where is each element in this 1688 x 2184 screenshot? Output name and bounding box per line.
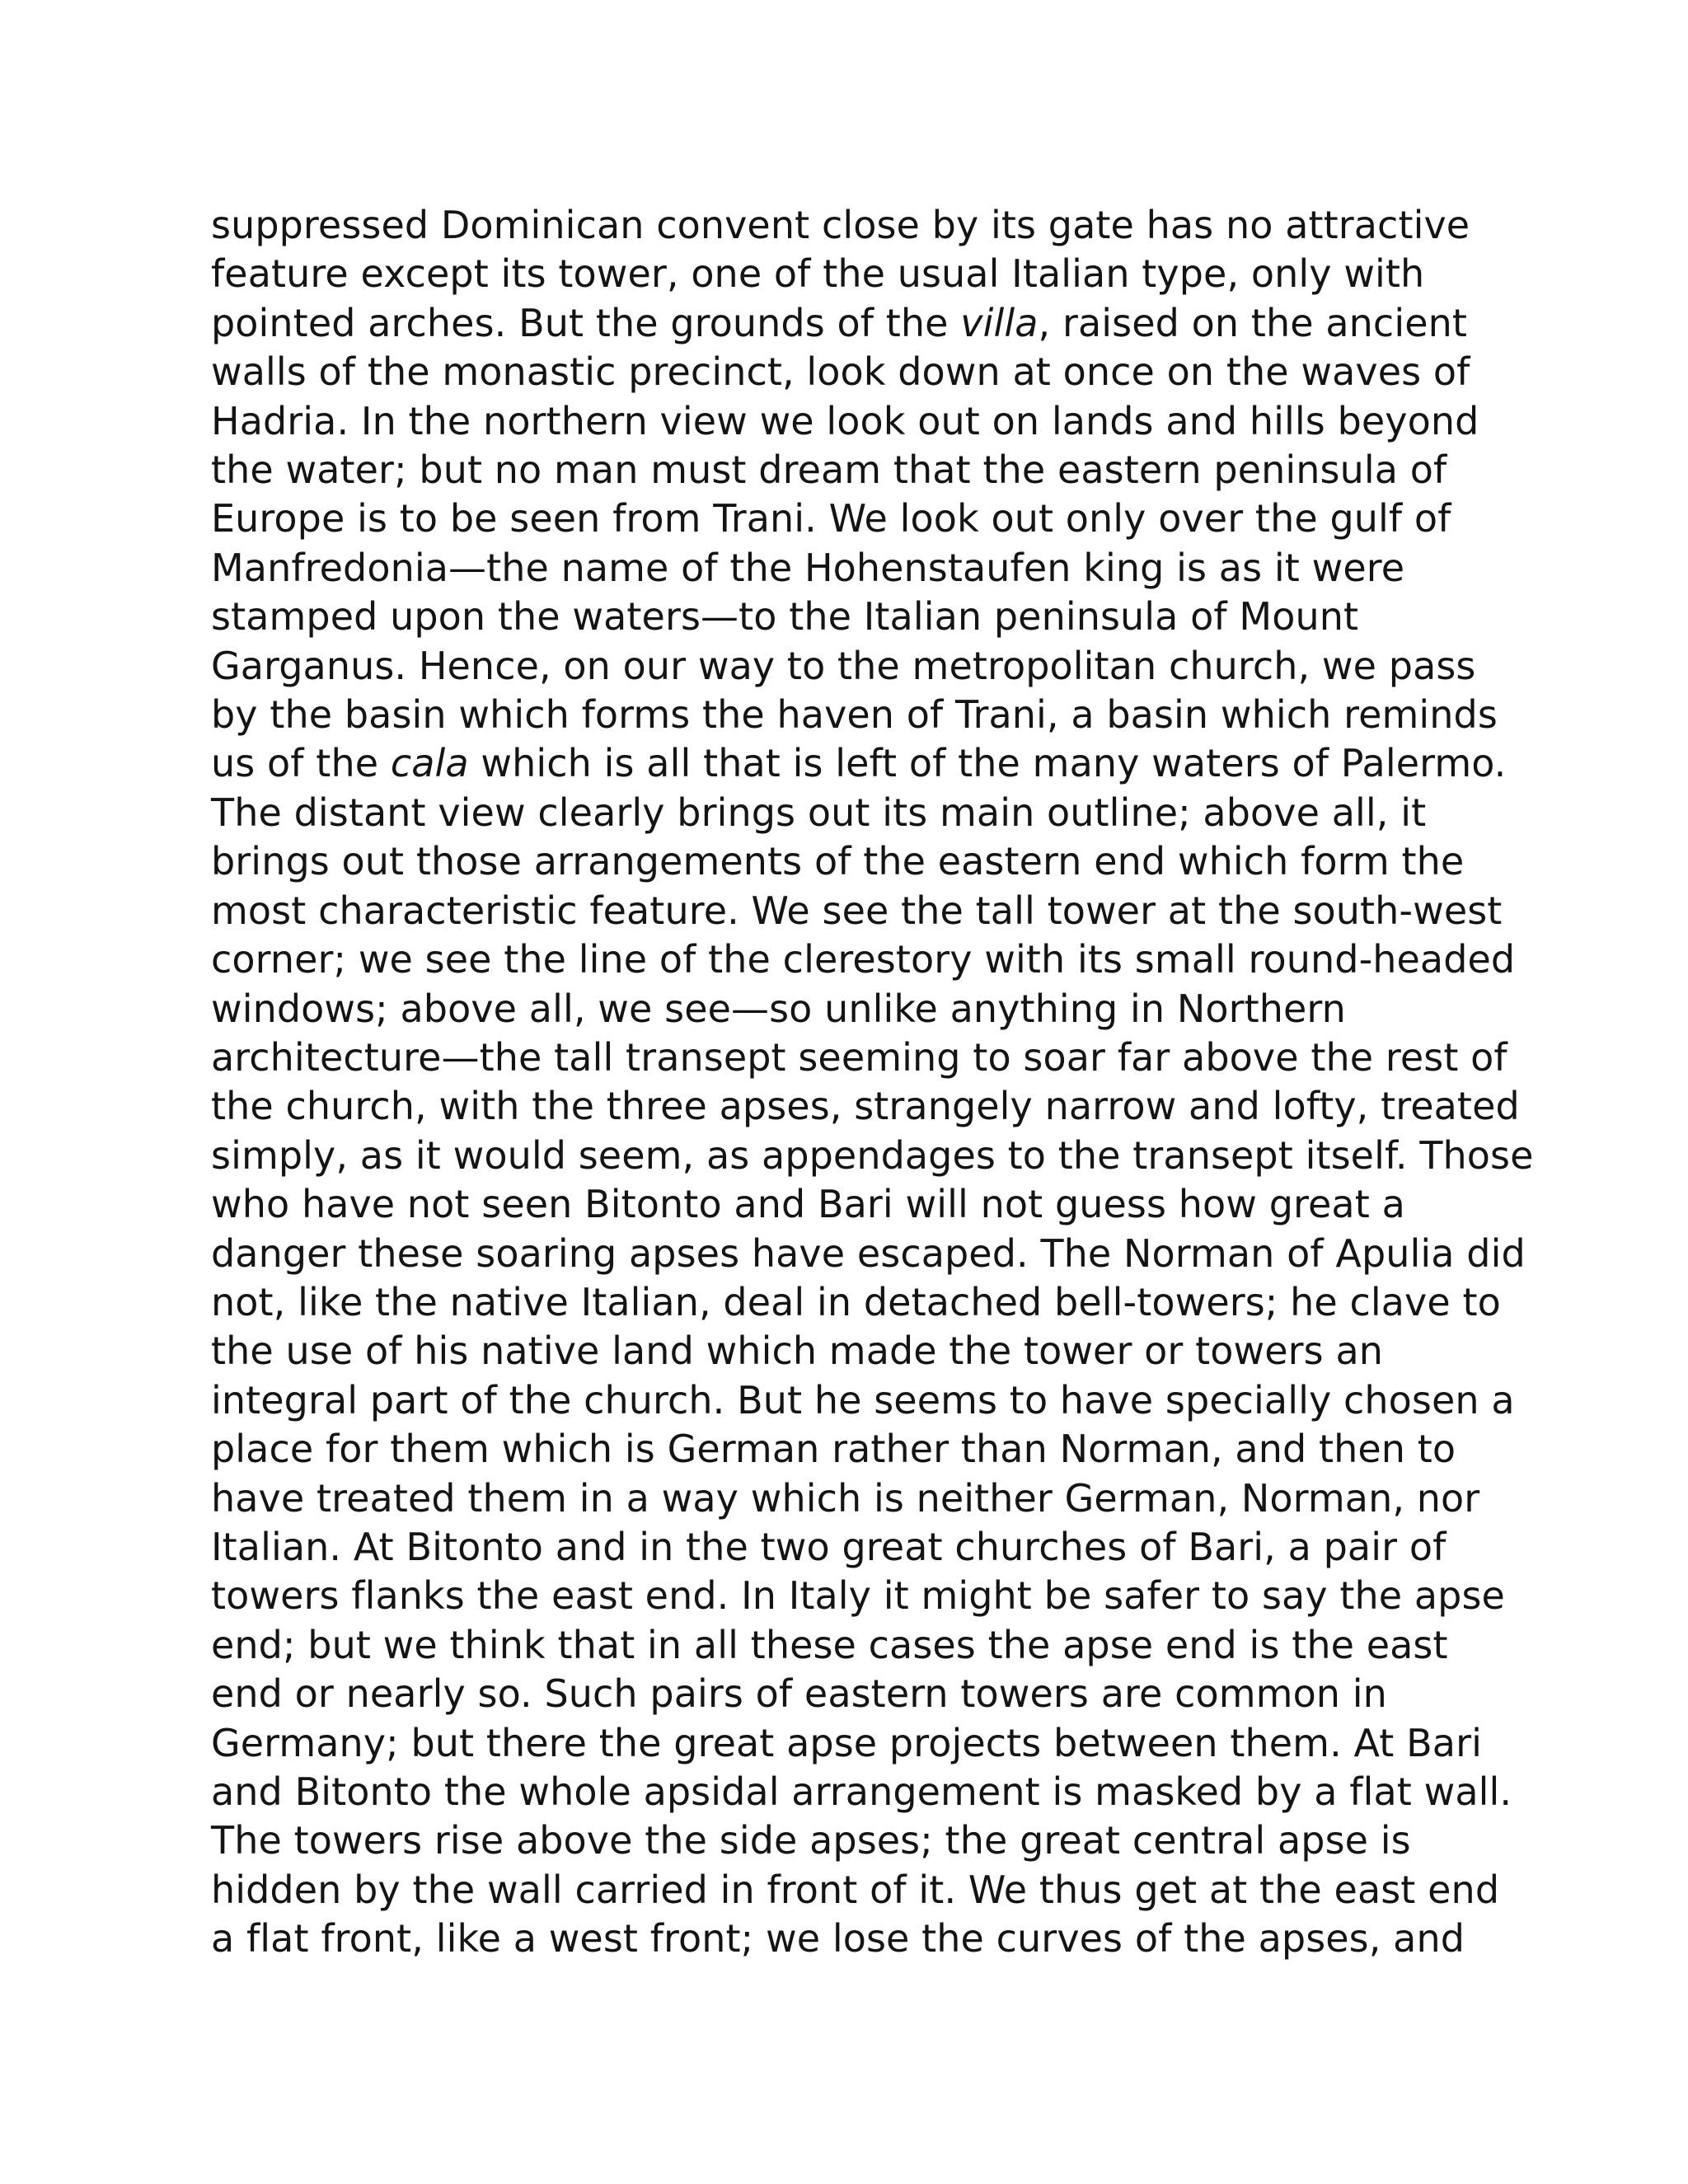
text-segment: towers flanks the east end. In Italy it might be safer to say the apse [211,1573,1505,1619]
text-line [211,1719,1497,1768]
text-segment: the church, with the three apses, strangely narrow and lofty, treated [211,1084,1520,1129]
text-line [211,691,1497,739]
text-line [211,1572,1505,1620]
text-segment: us of the [211,741,391,786]
text-line [211,1180,1497,1229]
text-segment: by the basin which forms the haven of Trani, a basin which reminds [211,692,1498,738]
text-segment: Germany; but there the great apse projects between them. At Bari [211,1720,1482,1765]
text-segment: not, like the native Italian, deal in detached bell-towers; he clave to [211,1279,1501,1324]
text-line [211,837,1497,886]
text-segment: corner; we see the line of the clerestory with its small round-headed [211,937,1516,982]
text-line [211,1670,1497,1718]
text-line [211,1278,1501,1327]
text-segment: danger these soaring apses have escaped. The Norman of Apulia did [211,1230,1526,1276]
italic-term: villa [960,300,1039,345]
text-segment: walls of the monastic precinct, look down at once on the waves of [211,349,1470,395]
text-line [211,1816,1497,1865]
text-segment: , raised on the ancient [1038,300,1467,345]
text-line [211,1230,1526,1278]
text-segment: and Bitonto the whole apsidal arrangement is masked by a flat wall. [211,1769,1512,1814]
text-line [211,1866,1500,1915]
text-segment: feature except its tower, one of the usual Italian type, only with [211,251,1425,297]
text-line [211,1033,1507,1082]
text-line [211,642,1497,691]
text-segment: have treated them in a way which is neither German, Norman, nor [211,1475,1480,1521]
text-segment: Hadria. In the northern view we look out on lands and hills beyond [211,398,1479,443]
text-segment: hidden by the wall carried in front of it. We thus get at the east end [211,1867,1500,1912]
text-segment: architecture—the tall transept seeming to soar far above the rest of [211,1034,1507,1080]
text-segment: Garganus. Hence, on our way to the metropolitan church, we pass [211,643,1476,688]
text-line [211,201,1497,250]
text-line [211,1327,1497,1376]
text-line [211,446,1497,494]
text-line [211,1474,1497,1523]
text-line [211,1523,1497,1572]
text-segment: who have not seen Bitonto and Bari will not guess how great a [211,1182,1405,1227]
text-segment: simply, as it would seem, as appendages to the transept itself. Those [211,1132,1534,1178]
text-line [211,593,1497,641]
text-segment: end; but we think that in all these cases the apse end is the east [211,1622,1448,1667]
italic-term: cala [390,741,469,786]
text-segment: the water; but no man must dream that the eastern peninsula of [211,448,1447,493]
text-line [211,887,1503,935]
text-segment: stamped upon the waters—to the Italian peninsula of Mount [211,594,1359,640]
text-line [211,299,1497,348]
text-segment: pointed arches. But the grounds of the [211,300,961,345]
text-segment: Manfredonia—the name of the Hohenstaufen king is as it were [211,545,1405,590]
text-line [211,935,1516,984]
text-line [211,789,1497,837]
text-segment: a flat front, like a west front; we lose the curves of the apses, and [211,1916,1465,1961]
text-line [211,348,1497,396]
text-segment: end or nearly so. Such pairs of eastern towers are common in [211,1671,1387,1717]
text-segment: which is all that is left of the many waters of Palermo. [468,741,1507,786]
text-line [211,1768,1512,1816]
text-line [211,494,1497,543]
text-segment: most characteristic feature. We see the tall tower at the south-west [211,888,1503,933]
text-line [211,1082,1520,1131]
text-segment: the use of his native land which made the tower or towers an [211,1329,1384,1374]
text-segment: Italian. At Bitonto and in the two great churches of Bari, a pair of [211,1524,1447,1569]
text-segment: place for them which is German rather than Norman, and then to [211,1427,1456,1472]
text-segment: The towers rise above the side apses; the great central apse is [211,1818,1411,1863]
body-paragraph [211,201,1534,1964]
text-line [211,1425,1497,1474]
text-line [211,1376,1515,1425]
text-segment: integral part of the church. But he seems to have specially chosen a [211,1377,1515,1422]
text-line [211,397,1497,446]
text-segment: The distant view clearly brings out its main outline; above all, it [211,790,1427,835]
text-line [211,985,1497,1033]
text-line [211,250,1497,298]
text-segment: windows; above all, we see—so unlike anything in Northern [211,986,1346,1031]
text-segment: Europe is to be seen from Trani. We look out only over the gulf of [211,496,1451,541]
text-line [211,739,1507,788]
text-line [211,544,1497,593]
text-segment: brings out those arrangements of the eastern end which form the [211,839,1465,884]
text-line [211,1915,1497,1963]
text-line [211,1621,1497,1670]
text-segment: suppressed Dominican convent close by its gate has no attractive [211,203,1470,247]
text-line [211,1132,1534,1180]
